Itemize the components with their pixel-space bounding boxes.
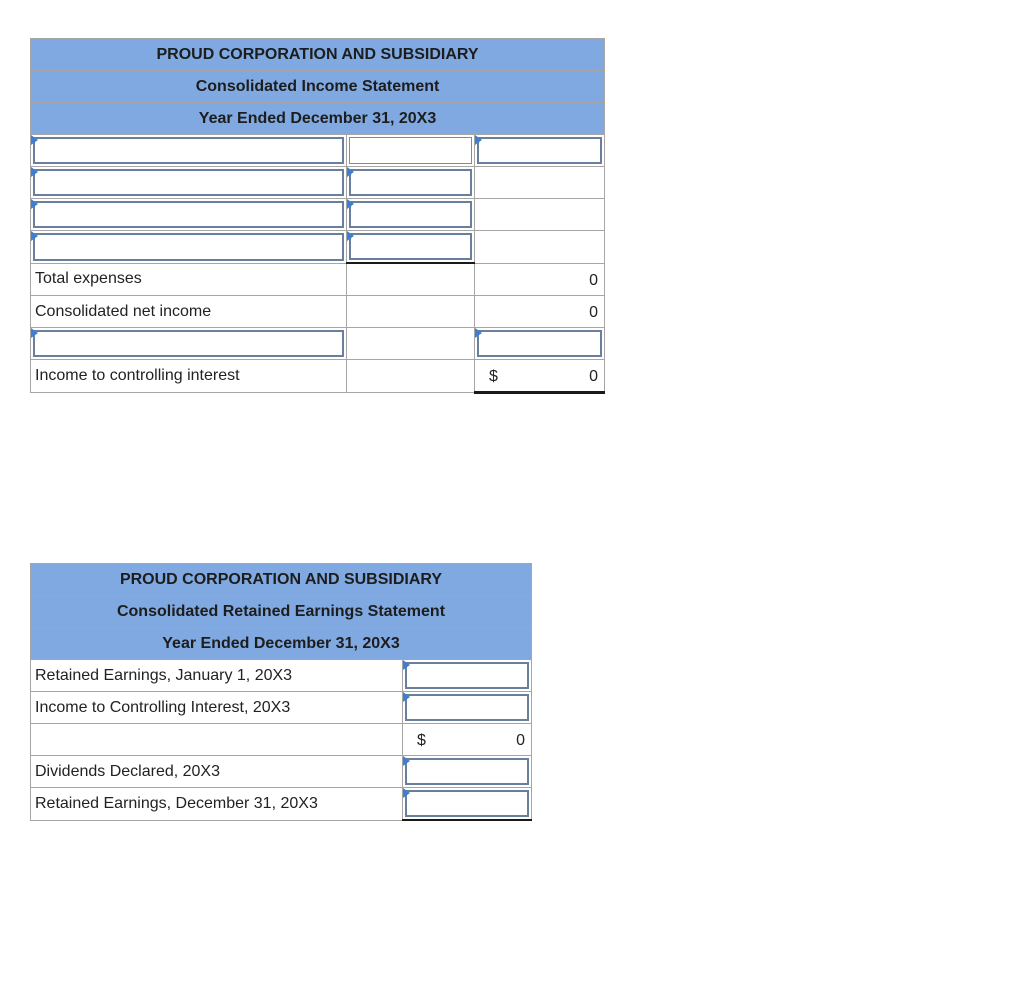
total-expenses-value: 0: [589, 271, 599, 289]
total-expenses-value-cell: [475, 263, 605, 296]
controlling-interest-label: Income to controlling interest: [31, 360, 347, 393]
empty-cell: [31, 724, 403, 756]
dropdown-arrow-icon: [31, 328, 38, 338]
re-income-label: Income to Controlling Interest, 20X3: [31, 692, 403, 724]
re-income-input[interactable]: [403, 692, 532, 724]
noncontrolling-label-dropdown[interactable]: [31, 328, 347, 360]
re-beginning-label: Retained Earnings, January 1, 20X3: [31, 660, 403, 692]
dropdown-arrow-icon: [475, 328, 482, 338]
amount-cell: [347, 135, 475, 167]
expense-3-label-dropdown[interactable]: [31, 231, 347, 264]
currency-symbol: $: [489, 368, 498, 385]
dropdown-arrow-icon: [31, 231, 38, 241]
income-statement-title: PROUD CORPORATION AND SUBSIDIARY: [31, 39, 605, 71]
table-row: [31, 231, 605, 264]
re-subtotal-value: 0: [516, 732, 525, 749]
table-row: [31, 788, 532, 821]
dropdown-arrow-icon: [347, 231, 354, 241]
income-statement-subtitle: Consolidated Income Statement: [31, 71, 605, 103]
dropdown-arrow-icon: [347, 167, 354, 177]
retained-earnings-subtitle: Consolidated Retained Earnings Statement: [31, 596, 532, 628]
empty-cell: [347, 328, 475, 360]
empty-cell: [475, 231, 605, 264]
table-row: [31, 328, 605, 360]
revenue-label-dropdown[interactable]: [31, 135, 347, 167]
dropdown-arrow-icon: [31, 199, 38, 209]
net-income-value: 0: [589, 304, 599, 321]
net-income-value-cell: [475, 296, 605, 328]
dropdown-arrow-icon: [403, 756, 410, 766]
controlling-interest-value: 0: [589, 368, 599, 385]
total-expenses-label: Total expenses: [31, 263, 347, 296]
dropdown-arrow-icon: [31, 167, 38, 177]
retained-earnings-title: PROUD CORPORATION AND SUBSIDIARY: [31, 564, 532, 596]
expense-2-amount-input[interactable]: [347, 199, 475, 231]
expense-1-label-dropdown[interactable]: [31, 167, 347, 199]
dropdown-arrow-icon: [475, 135, 482, 145]
empty-cell: [347, 263, 475, 296]
dropdown-arrow-icon: [347, 199, 354, 209]
table-row: [31, 167, 605, 199]
empty-cell: [347, 296, 475, 328]
re-subtotal-cell: [403, 724, 532, 756]
table-row: [31, 692, 532, 724]
currency-symbol: $: [417, 732, 426, 749]
table-row: [31, 263, 605, 296]
retained-earnings-table: [30, 563, 532, 821]
expense-3-amount-input[interactable]: [347, 231, 475, 264]
controlling-interest-value-cell: [475, 360, 605, 393]
table-row: [31, 724, 532, 756]
revenue-total-input[interactable]: [475, 135, 605, 167]
noncontrolling-amount-input[interactable]: [475, 328, 605, 360]
table-row: [31, 660, 532, 692]
re-beginning-input[interactable]: [403, 660, 532, 692]
expense-1-amount-input[interactable]: [347, 167, 475, 199]
income-statement-period: Year Ended December 31, 20X3: [31, 103, 605, 135]
income-statement-table: [30, 38, 605, 394]
empty-cell: [475, 199, 605, 231]
table-row: [31, 135, 605, 167]
table-row: [31, 296, 605, 328]
expense-2-label-dropdown[interactable]: [31, 199, 347, 231]
re-dividends-label: Dividends Declared, 20X3: [31, 756, 403, 788]
dropdown-arrow-icon: [403, 788, 410, 798]
table-row: [31, 360, 605, 393]
empty-cell: [475, 167, 605, 199]
table-row: [31, 199, 605, 231]
dropdown-arrow-icon: [31, 135, 38, 145]
table-row: [31, 756, 532, 788]
re-ending-input[interactable]: [403, 788, 532, 821]
net-income-label: Consolidated net income: [31, 296, 347, 328]
dropdown-arrow-icon: [403, 692, 410, 702]
empty-cell: [347, 360, 475, 393]
dropdown-arrow-icon: [403, 660, 410, 670]
retained-earnings-period: Year Ended December 31, 20X3: [31, 628, 532, 660]
re-ending-label: Retained Earnings, December 31, 20X3: [31, 788, 403, 821]
re-dividends-input[interactable]: [403, 756, 532, 788]
